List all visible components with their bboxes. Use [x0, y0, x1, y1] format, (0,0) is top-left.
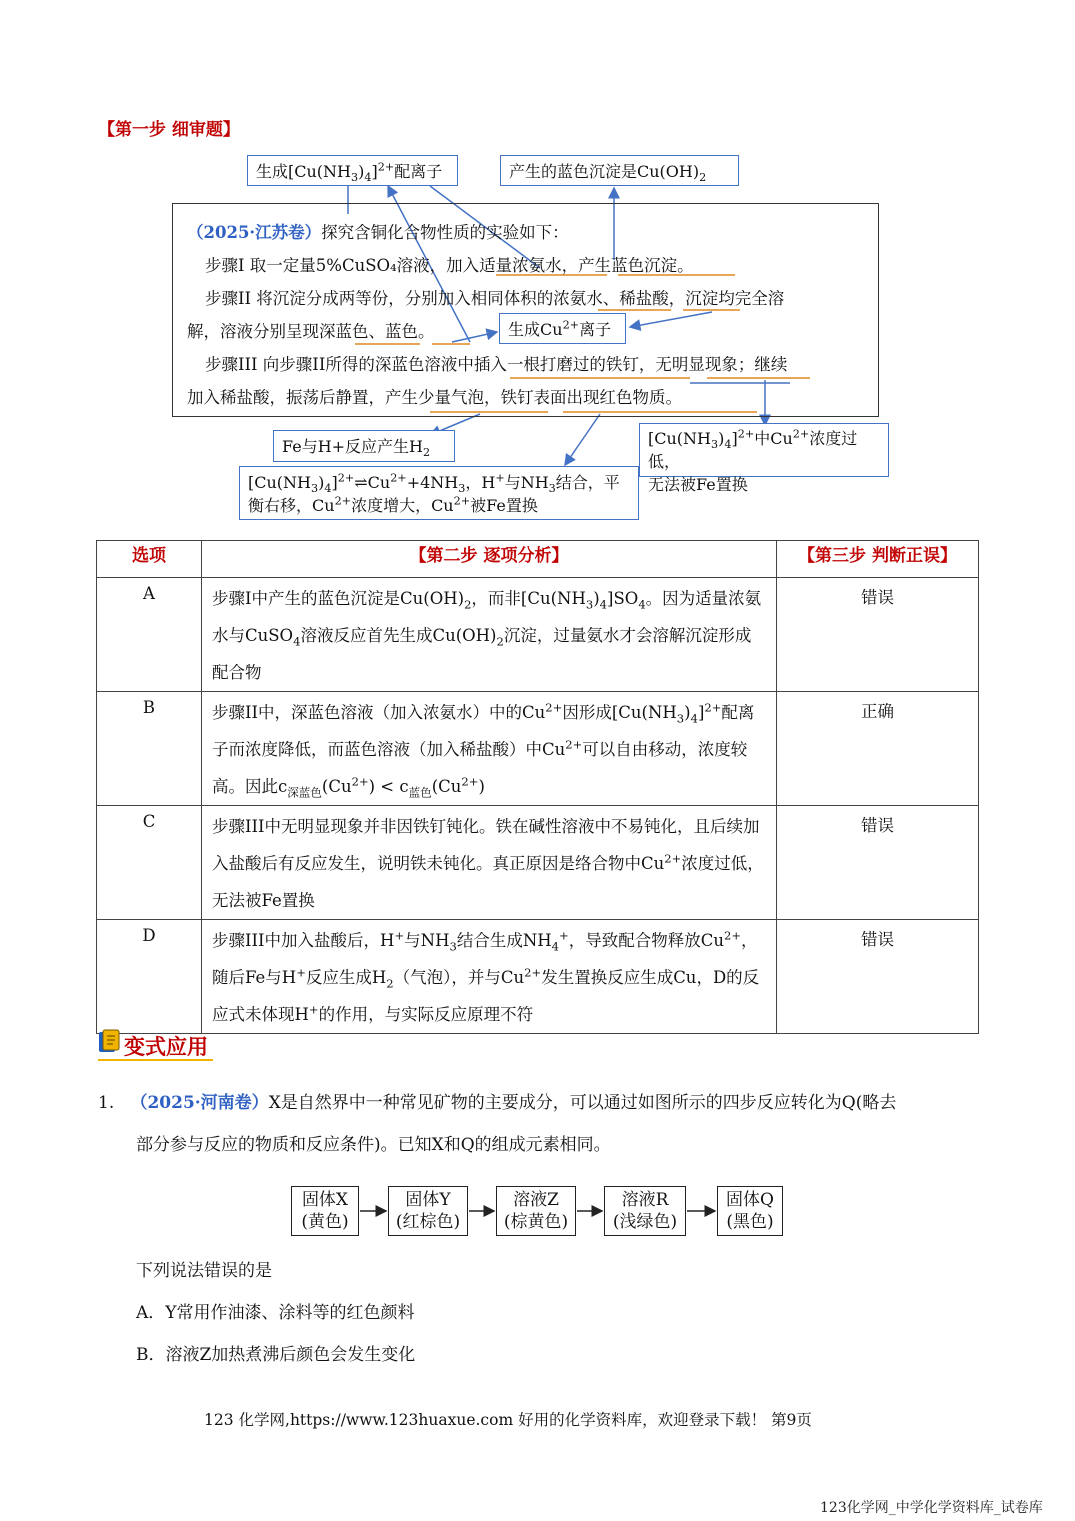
- question-text-b: 部分参与反应的物质和反应条件)。已知X和Q的组成元素相同。: [136, 1135, 611, 1155]
- flow-label: (黑色): [726, 1212, 774, 1232]
- flow-label: (红棕色): [395, 1212, 461, 1232]
- header-analysis: 【第二步 逐项分析】: [202, 541, 777, 578]
- section-head-variant-application: 变式应用: [124, 1035, 208, 1059]
- page-footer: 123 化学网,https://www.123huaxue.com 好用的化学资料库，欢迎登录下载！ 第9页: [204, 1411, 812, 1429]
- option-cell: B: [97, 692, 202, 806]
- callout-text: 生成[Cu(NH: [256, 162, 351, 181]
- flow-label: (黄色): [301, 1212, 349, 1232]
- callout-text: 无法被Fe置换: [648, 475, 748, 494]
- callout-text: +4NH: [406, 473, 459, 492]
- analysis-cell: 步骤II中，深蓝色溶液（加入浓氨水）中的$Cu^{2+}$因形成$[Cu(NH_3)_4]^{2+}$配离子而浓度降低，而蓝色溶液（加入稀盐酸）中$Cu^{2+}$可以自由移动，浓度较高。因此$c_{深蓝色}(Cu^{2+}) < c_{蓝色}(Cu^{2+})$: [202, 692, 777, 806]
- table-row: [97, 806, 979, 920]
- callout-text: ⇌Cu: [354, 473, 391, 492]
- analysis-cell: 步骤I中产生的蓝色沉淀是$Cu(OH)_2$，而非$[Cu(NH_3)_4]SO_4$。因为适量浓氨水与CuSO$_4$溶液反应首先生成$Cu(OH)_2$沉淀，过量氨水才会溶解沉淀形成配合物: [202, 578, 777, 692]
- question-prompt: 下列说法错误的是: [136, 1261, 272, 1281]
- callout-text: 被Fe置换: [470, 496, 538, 515]
- callout-fe-h-reaction: Fe与H+反应产生$H_2$: [273, 430, 455, 462]
- table-row: [97, 920, 979, 1034]
- callout-text: ，H: [465, 473, 496, 492]
- analysis-cell: 步骤III中无明显现象并非因铁钉钝化。铁在碱性溶液中不易钝化，且后续加入盐酸后有反应发生，说明铁未钝化。真正原因是络合物中$Cu^{2+}$浓度过低，无法被Fe置换: [202, 806, 777, 920]
- callout-complex-ion: 生成$[Cu(NH_3)_4]^{2+}$配离子: [247, 155, 458, 186]
- callout-text: ): [358, 162, 365, 181]
- charge-sup: 2+: [562, 318, 580, 332]
- question-number: 1.: [98, 1093, 115, 1113]
- analysis-cell: 步骤III中加入盐酸后，H+与$NH_3$结合生成$NH_4^+$，导致配合物释放$Cu^{2+}$，随后Fe与H+反应生成$H_2$（气泡），并与$Cu^{2+}$发生置换反应生成Cu，D的反应式未体现H+的作用，与实际反应原理不符: [202, 920, 777, 1034]
- problem-step3a: 步骤III 向步骤II所得的深蓝色溶液中插入一根打磨过的铁钉，无明显现象；继续: [205, 355, 788, 374]
- problem-step2a: 步骤II 将沉淀分成两等份，分别加入相同体积的浓氨水、稀盐酸，沉淀均完全溶: [205, 289, 785, 308]
- problem-step1: 步骤I 取一定量5%CuSO₄溶液，加入适量浓氨水，产生蓝色沉淀。: [205, 256, 694, 275]
- flow-label: (棕黄色): [503, 1212, 569, 1232]
- table-header-row: [97, 541, 979, 578]
- callout-text: 结合，平: [555, 473, 620, 492]
- question-source: （2025·河南卷）: [130, 1093, 269, 1113]
- key-phrase-underlines: [0, 0, 1075, 420]
- verdict-cell: 正确: [777, 692, 979, 806]
- question-1-text: [98, 1082, 978, 1166]
- question-text-a: X是自然界中一种常见矿物的主要成分，可以通过如图所示的四步反应转化为Q(略去: [268, 1093, 897, 1113]
- analysis-table: [96, 540, 979, 1034]
- choice-a: A．Y常用作油漆、涂料等的红色颜料: [136, 1303, 415, 1323]
- table-row: [97, 578, 979, 692]
- callout-text: 生成Cu: [508, 320, 563, 339]
- header-option: 选项: [97, 541, 202, 578]
- callout-text: Fe与H+反应产生H: [282, 437, 424, 456]
- arrow-line: [565, 414, 600, 465]
- callout-text: 浓度过低，: [648, 429, 858, 471]
- problem-step2b: 解，溶液分别呈现深蓝色、蓝色。: [187, 322, 435, 341]
- callout-text: 离子: [579, 320, 612, 339]
- callout-text: 衡右移，Cu: [248, 496, 335, 515]
- header-judgement: 【第三步 判断正误】: [777, 541, 979, 578]
- option-cell: D: [97, 920, 202, 1034]
- flow-label: (浅绿色): [612, 1212, 678, 1232]
- callout-equilibrium-shift: $[Cu(NH_3)_4]^{2+}\rightleftharpoons Cu^{2+}+4NH_3$，H+与$NH_3$结合，平 衡右移，$Cu^{2+}$浓度增大，$Cu^{2+}$被Fe置换: [239, 466, 639, 520]
- callout-text: 浓度增大，Cu: [351, 496, 454, 515]
- problem-source: （2025·江苏卷）: [187, 223, 322, 242]
- verdict-cell: 错误: [777, 920, 979, 1034]
- callout-text: 产生的蓝色沉淀是Cu(OH): [509, 162, 700, 181]
- charge-sup: 2+: [377, 160, 395, 174]
- callout-text: 配离子: [394, 162, 443, 181]
- callout-cu-concentration-low: $[Cu(NH_3)_4]^{2+}$中$Cu^{2+}$浓度过低， 无法被Fe置换: [639, 423, 889, 477]
- option-cell: C: [97, 806, 202, 920]
- section-icon: [98, 1029, 122, 1055]
- flow-arrows: [0, 1190, 1075, 1230]
- flow-label: 固体X: [301, 1190, 349, 1210]
- watermark: 123化学网_中学化学资料库_试卷库: [820, 1500, 1043, 1516]
- problem-step3b: 加入稀盐酸，振荡后静置，产生少量气泡，铁钉表面出现红色物质。: [187, 388, 682, 407]
- section-head-underline: [98, 1058, 218, 1062]
- step1-title: 【第一步 细审题】: [98, 120, 240, 140]
- callout-text: 中Cu: [754, 429, 793, 448]
- option-cell: A: [97, 578, 202, 692]
- choice-b: B．溶液Z加热煮沸后颜色会发生变化: [136, 1345, 416, 1365]
- flow-label: 溶液Z: [513, 1190, 559, 1210]
- problem-intro: 探究含铜化合物性质的实验如下：: [321, 223, 569, 242]
- callout-blue-precipitate: 产生的蓝色沉淀是$Cu(OH)_2$: [500, 155, 739, 186]
- flow-label: 固体Q: [726, 1190, 774, 1210]
- callout-text: 与NH: [504, 473, 549, 492]
- verdict-cell: 错误: [777, 806, 979, 920]
- flow-label: 固体Y: [405, 1190, 451, 1210]
- table-row: [97, 692, 979, 806]
- flow-label: 溶液R: [621, 1190, 669, 1210]
- callout-text: [Cu(NH: [648, 429, 711, 448]
- verdict-cell: 错误: [777, 578, 979, 692]
